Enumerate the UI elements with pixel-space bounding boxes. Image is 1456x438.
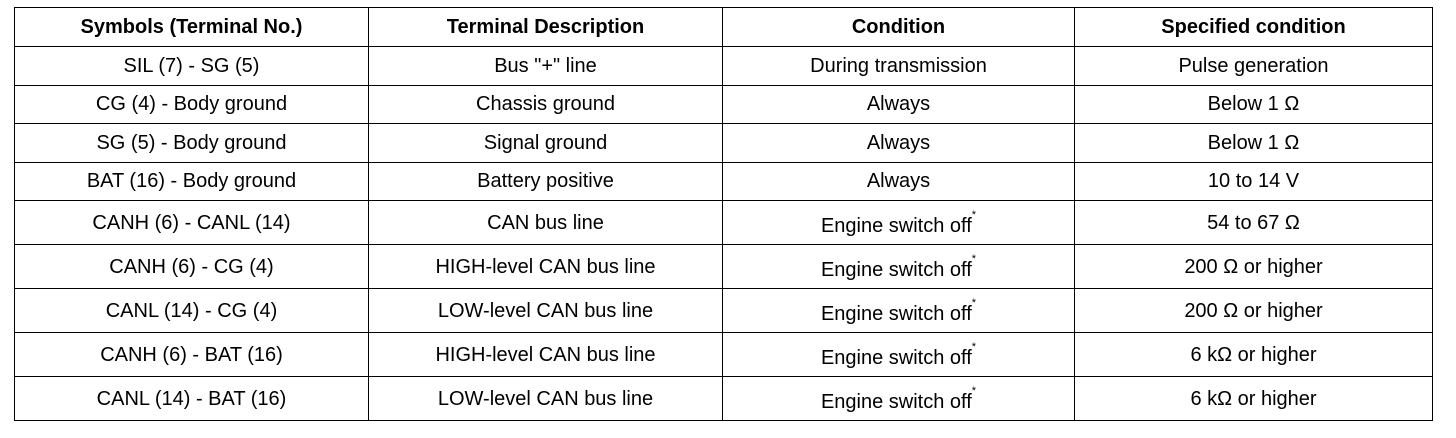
cell-description: HIGH-level CAN bus line	[369, 333, 723, 377]
cell-condition: During transmission	[723, 47, 1075, 86]
condition-text: Engine switch off	[820, 214, 972, 237]
cell-symbols: CANH (6) - CG (4)	[15, 245, 369, 289]
cell-specified: Pulse generation	[1075, 47, 1433, 86]
cell-description: LOW-level CAN bus line	[369, 289, 723, 333]
header-row	[15, 8, 1433, 47]
condition-text: Engine switch off	[820, 258, 972, 281]
cell-specified: 200 Ω or higher	[1075, 245, 1433, 289]
condition-text: Engine switch off	[820, 302, 972, 325]
cell-description: CAN bus line	[369, 201, 723, 245]
cell-specified: Below 1 Ω	[1075, 124, 1433, 163]
cell-specified: 6 kΩ or higher	[1075, 377, 1433, 421]
table-row	[15, 124, 1433, 163]
cell-description: Chassis ground	[369, 85, 723, 124]
cell-condition: Always	[723, 85, 1075, 124]
footnote-mark: *	[971, 208, 977, 221]
footnote-mark: *	[971, 296, 977, 309]
table-row	[15, 289, 1433, 333]
cell-specified: Below 1 Ω	[1075, 85, 1433, 124]
cell-symbols: CANH (6) - BAT (16)	[15, 333, 369, 377]
footnote-mark: *	[971, 252, 977, 265]
cell-description: LOW-level CAN bus line	[369, 377, 723, 421]
cell-condition: Always	[723, 124, 1075, 163]
table-body	[15, 47, 1433, 421]
condition-text: Engine switch off	[820, 390, 972, 413]
cell-specified: 6 kΩ or higher	[1075, 333, 1433, 377]
table-row	[15, 333, 1433, 377]
table-row	[15, 162, 1433, 201]
cell-symbols: BAT (16) - Body ground	[15, 162, 369, 201]
table-row	[15, 245, 1433, 289]
table-row	[15, 85, 1433, 124]
cell-specified: 10 to 14 V	[1075, 162, 1433, 201]
cell-description: Bus "+" line	[369, 47, 723, 86]
cell-condition	[723, 333, 1075, 377]
condition-text: Engine switch off	[820, 346, 972, 369]
header-specified: Specified condition	[1075, 8, 1433, 47]
table-header	[15, 8, 1433, 47]
header-description: Terminal Description	[369, 8, 723, 47]
cell-condition	[723, 201, 1075, 245]
cell-condition: Always	[723, 162, 1075, 201]
footnote-mark: *	[971, 384, 977, 397]
cell-description: Signal ground	[369, 124, 723, 163]
cell-symbols: CANH (6) - CANL (14)	[15, 201, 369, 245]
cell-symbols: CG (4) - Body ground	[15, 85, 369, 124]
cell-symbols: SG (5) - Body ground	[15, 124, 369, 163]
table-row	[15, 201, 1433, 245]
table-row	[15, 377, 1433, 421]
cell-symbols: CANL (14) - BAT (16)	[15, 377, 369, 421]
cell-condition	[723, 377, 1075, 421]
terminal-spec-table	[14, 7, 1433, 421]
cell-symbols: CANL (14) - CG (4)	[15, 289, 369, 333]
cell-symbols: SIL (7) - SG (5)	[15, 47, 369, 86]
header-symbols: Symbols (Terminal No.)	[15, 8, 369, 47]
footnote-mark: *	[971, 340, 977, 353]
cell-specified: 54 to 67 Ω	[1075, 201, 1433, 245]
header-condition: Condition	[723, 8, 1075, 47]
table-row	[15, 47, 1433, 86]
cell-condition	[723, 245, 1075, 289]
cell-condition	[723, 289, 1075, 333]
cell-description: Battery positive	[369, 162, 723, 201]
cell-specified: 200 Ω or higher	[1075, 289, 1433, 333]
cell-description: HIGH-level CAN bus line	[369, 245, 723, 289]
